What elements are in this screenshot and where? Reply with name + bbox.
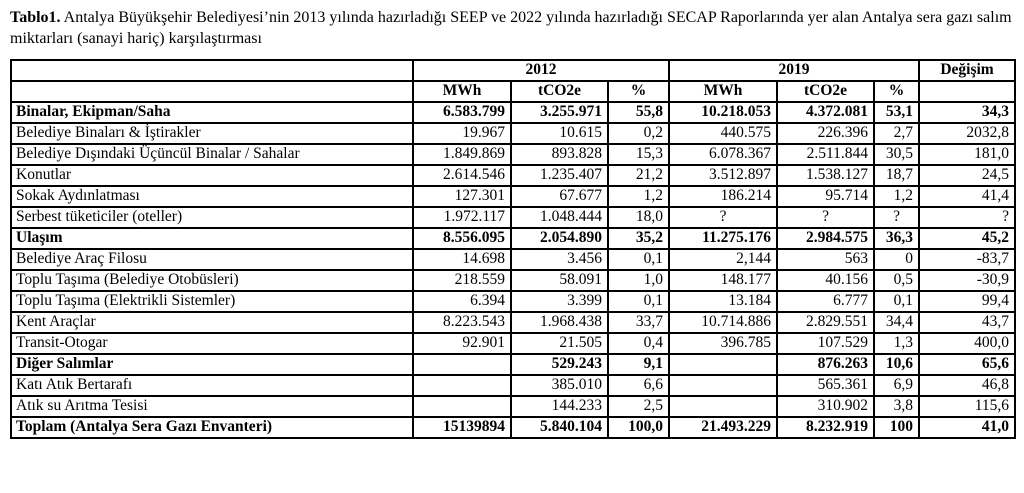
cell-pct-2019: 0,1 <box>874 291 919 312</box>
cell-mwh-2019: 6.078.367 <box>669 144 777 165</box>
cell-mwh-2012: 8.223.543 <box>413 312 511 333</box>
cell-pct-2012: 0,1 <box>608 249 669 270</box>
row-label: Toplu Taşıma (Elektrikli Sistemler) <box>11 291 413 312</box>
cell-tco2e-2012: 21.505 <box>511 333 608 354</box>
table-row <box>11 312 1015 333</box>
cell-pct-2019: 1,2 <box>874 186 919 207</box>
cell-pct-2019: 53,1 <box>874 102 919 123</box>
cell-pct-2019: 34,4 <box>874 312 919 333</box>
table-row <box>11 102 1015 123</box>
cell-pct-2012: 1,0 <box>608 270 669 291</box>
cell-pct-2019: 0 <box>874 249 919 270</box>
change-column-header: Değişim <box>919 60 1015 81</box>
cell-degisim: 99,4 <box>919 291 1015 312</box>
cell-mwh-2019: 396.785 <box>669 333 777 354</box>
cell-pct-2019: 30,5 <box>874 144 919 165</box>
cell-tco2e-2012: 893.828 <box>511 144 608 165</box>
subheader-pct-2012: % <box>608 81 669 102</box>
cell-mwh-2012: 218.559 <box>413 270 511 291</box>
cell-degisim: 400,0 <box>919 333 1015 354</box>
cell-degisim: 115,6 <box>919 396 1015 417</box>
cell-mwh-2012 <box>413 354 511 375</box>
cell-pct-2019: ? <box>874 207 919 228</box>
cell-tco2e-2019: 310.902 <box>777 396 874 417</box>
cell-mwh-2012: 14.698 <box>413 249 511 270</box>
cell-mwh-2012: 127.301 <box>413 186 511 207</box>
cell-pct-2019: 18,7 <box>874 165 919 186</box>
cell-mwh-2019: 3.512.897 <box>669 165 777 186</box>
cell-pct-2012: 21,2 <box>608 165 669 186</box>
cell-tco2e-2012: 144.233 <box>511 396 608 417</box>
cell-pct-2012: 55,8 <box>608 102 669 123</box>
cell-mwh-2019: 13.184 <box>669 291 777 312</box>
table-row <box>11 417 1015 438</box>
cell-pct-2012: 0,2 <box>608 123 669 144</box>
cell-pct-2019: 1,3 <box>874 333 919 354</box>
cell-pct-2012: 15,3 <box>608 144 669 165</box>
cell-tco2e-2012: 1.048.444 <box>511 207 608 228</box>
row-label: Atık su Arıtma Tesisi <box>11 396 413 417</box>
table-caption-number: Tablo1. <box>10 9 61 26</box>
row-label: Sokak Aydınlatması <box>11 186 413 207</box>
cell-mwh-2012: 6.394 <box>413 291 511 312</box>
cell-tco2e-2012: 1.968.438 <box>511 312 608 333</box>
table-row <box>11 207 1015 228</box>
cell-pct-2019: 100 <box>874 417 919 438</box>
cell-mwh-2019: 2,144 <box>669 249 777 270</box>
cell-degisim: 41,0 <box>919 417 1015 438</box>
cell-tco2e-2019: 563 <box>777 249 874 270</box>
cell-tco2e-2019: 6.777 <box>777 291 874 312</box>
cell-degisim: 46,8 <box>919 375 1015 396</box>
change-subheader-empty <box>919 81 1015 102</box>
cell-tco2e-2019: ? <box>777 207 874 228</box>
cell-degisim: -30,9 <box>919 270 1015 291</box>
table-row <box>11 270 1015 291</box>
row-label: Serbest tüketiciler (oteller) <box>11 207 413 228</box>
table-row <box>11 144 1015 165</box>
cell-tco2e-2019: 876.263 <box>777 354 874 375</box>
cell-pct-2012: 33,7 <box>608 312 669 333</box>
cell-tco2e-2019: 2.511.844 <box>777 144 874 165</box>
cell-degisim: 41,4 <box>919 186 1015 207</box>
cell-tco2e-2012: 529.243 <box>511 354 608 375</box>
cell-tco2e-2012: 2.054.890 <box>511 228 608 249</box>
cell-pct-2019: 36,3 <box>874 228 919 249</box>
subheader-mwh-2012: MWh <box>413 81 511 102</box>
cell-degisim: 45,2 <box>919 228 1015 249</box>
cell-degisim: 65,6 <box>919 354 1015 375</box>
table-body <box>11 102 1015 438</box>
cell-pct-2012: 100,0 <box>608 417 669 438</box>
cell-pct-2012: 6,6 <box>608 375 669 396</box>
cell-tco2e-2019: 4.372.081 <box>777 102 874 123</box>
cell-tco2e-2019: 1.538.127 <box>777 165 874 186</box>
cell-pct-2019: 2,7 <box>874 123 919 144</box>
row-label: Diğer Salımlar <box>11 354 413 375</box>
cell-degisim: 2032,8 <box>919 123 1015 144</box>
cell-pct-2012: 0,1 <box>608 291 669 312</box>
cell-mwh-2019 <box>669 354 777 375</box>
cell-mwh-2012: 1.972.117 <box>413 207 511 228</box>
row-label: Toplam (Antalya Sera Gazı Envanteri) <box>11 417 413 438</box>
cell-mwh-2019: 10.714.886 <box>669 312 777 333</box>
cell-mwh-2012: 15139894 <box>413 417 511 438</box>
cell-tco2e-2012: 5.840.104 <box>511 417 608 438</box>
cell-pct-2019: 3,8 <box>874 396 919 417</box>
unit-header-row <box>11 81 1015 102</box>
row-label: Konutlar <box>11 165 413 186</box>
cell-tco2e-2019: 2.984.575 <box>777 228 874 249</box>
cell-tco2e-2019: 226.396 <box>777 123 874 144</box>
cell-degisim: 43,7 <box>919 312 1015 333</box>
cell-mwh-2012 <box>413 375 511 396</box>
row-label: Belediye Binaları & İştirakler <box>11 123 413 144</box>
cell-degisim: 181,0 <box>919 144 1015 165</box>
cell-mwh-2012: 1.849.869 <box>413 144 511 165</box>
table-row <box>11 165 1015 186</box>
cell-mwh-2019: 21.493.229 <box>669 417 777 438</box>
label-subheader-empty <box>11 81 413 102</box>
cell-tco2e-2012: 67.677 <box>511 186 608 207</box>
cell-pct-2012: 9,1 <box>608 354 669 375</box>
year-header-2012: 2012 <box>413 60 669 81</box>
table-row <box>11 123 1015 144</box>
cell-pct-2019: 6,9 <box>874 375 919 396</box>
cell-mwh-2012 <box>413 396 511 417</box>
cell-tco2e-2012: 58.091 <box>511 270 608 291</box>
cell-tco2e-2019: 8.232.919 <box>777 417 874 438</box>
row-label: Toplu Taşıma (Belediye Otobüsleri) <box>11 270 413 291</box>
row-label: Transit-Otogar <box>11 333 413 354</box>
row-label: Belediye Dışındaki Üçüncül Binalar / Sahalar <box>11 144 413 165</box>
cell-tco2e-2019: 40.156 <box>777 270 874 291</box>
cell-pct-2012: 18,0 <box>608 207 669 228</box>
subheader-pct-2019: % <box>874 81 919 102</box>
row-label: Kent Araçlar <box>11 312 413 333</box>
table-row <box>11 375 1015 396</box>
year-header-2019: 2019 <box>669 60 919 81</box>
row-label: Ulaşım <box>11 228 413 249</box>
subheader-tco2e-2019: tCO2e <box>777 81 874 102</box>
cell-degisim: 34,3 <box>919 102 1015 123</box>
emissions-comparison-table <box>10 59 1016 439</box>
cell-pct-2019: 0,5 <box>874 270 919 291</box>
cell-mwh-2012: 6.583.799 <box>413 102 511 123</box>
cell-degisim: -83,7 <box>919 249 1015 270</box>
row-label: Binalar, Ekipman/Saha <box>11 102 413 123</box>
cell-pct-2012: 2,5 <box>608 396 669 417</box>
table-row <box>11 354 1015 375</box>
cell-tco2e-2012: 1.235.407 <box>511 165 608 186</box>
cell-tco2e-2012: 10.615 <box>511 123 608 144</box>
table-row <box>11 333 1015 354</box>
cell-pct-2012: 0,4 <box>608 333 669 354</box>
cell-tco2e-2019: 95.714 <box>777 186 874 207</box>
subheader-mwh-2019: MWh <box>669 81 777 102</box>
cell-tco2e-2012: 385.010 <box>511 375 608 396</box>
cell-tco2e-2019: 107.529 <box>777 333 874 354</box>
cell-mwh-2012: 2.614.546 <box>413 165 511 186</box>
cell-mwh-2019: 148.177 <box>669 270 777 291</box>
table-caption <box>10 7 1012 50</box>
cell-mwh-2012: 8.556.095 <box>413 228 511 249</box>
cell-mwh-2019: 186.214 <box>669 186 777 207</box>
cell-mwh-2019 <box>669 375 777 396</box>
cell-mwh-2019 <box>669 396 777 417</box>
cell-mwh-2019: 10.218.053 <box>669 102 777 123</box>
cell-mwh-2012: 92.901 <box>413 333 511 354</box>
table-row <box>11 228 1015 249</box>
cell-mwh-2019: ? <box>669 207 777 228</box>
cell-tco2e-2012: 3.399 <box>511 291 608 312</box>
cell-degisim: ? <box>919 207 1015 228</box>
row-label: Katı Atık Bertarafı <box>11 375 413 396</box>
label-column-header-empty <box>11 60 413 81</box>
table-row <box>11 291 1015 312</box>
year-header-row <box>11 60 1015 81</box>
table-row <box>11 249 1015 270</box>
cell-pct-2012: 1,2 <box>608 186 669 207</box>
cell-degisim: 24,5 <box>919 165 1015 186</box>
subheader-tco2e-2012: tCO2e <box>511 81 608 102</box>
cell-tco2e-2012: 3.255.971 <box>511 102 608 123</box>
cell-pct-2019: 10,6 <box>874 354 919 375</box>
cell-mwh-2019: 11.275.176 <box>669 228 777 249</box>
cell-tco2e-2012: 3.456 <box>511 249 608 270</box>
table-caption-text: Antalya Büyükşehir Belediyesi’nin 2013 yılında hazırladığı SEEP ve 2022 yılında hazırladığı SECAP Raporlarında yer alan Antalya sera gazı salım miktarları (sanayi hariç) karşılaştırması <box>10 9 1012 48</box>
cell-tco2e-2019: 2.829.551 <box>777 312 874 333</box>
cell-tco2e-2019: 565.361 <box>777 375 874 396</box>
cell-pct-2012: 35,2 <box>608 228 669 249</box>
row-label: Belediye Araç Filosu <box>11 249 413 270</box>
cell-mwh-2019: 440.575 <box>669 123 777 144</box>
cell-mwh-2012: 19.967 <box>413 123 511 144</box>
table-row <box>11 396 1015 417</box>
table-row <box>11 186 1015 207</box>
